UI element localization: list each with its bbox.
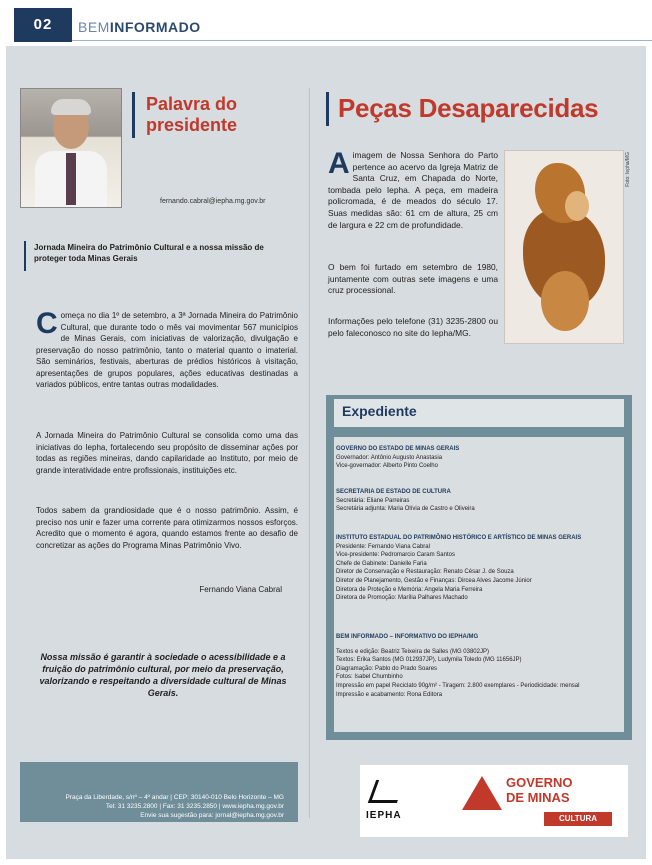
president-email: fernando.cabral@iepha.mg.gov.br — [160, 198, 266, 205]
expediente-group-bem-informado: BEM INFORMADO – INFORMATIVO DO IEPHA/MG Textos e edição: Beatriz Teixeira de Salles (MG 03802JP) Textos: Erika Santos (MG 012937JP), Ludymila Toledo (MG 11656JP) Diagramação: Pablo do Prado Soares Fotos: Isabel Chumbinho Impressão em papel Reciclato 90g/m² - Tiragem: 2.800 exemplares - Periodicidade: mensal Impressão e acabamento: Rona Editora — [336, 634, 580, 698]
column-divider — [309, 88, 310, 818]
top-rule — [72, 40, 652, 41]
brand-light: BEM — [78, 19, 110, 35]
president-paragraph-3: Todos sabem da grandiosidade que é o nosso patrimônio. Assim, é preciso nos unir e fazer uma corrente para otimizarmos nossos esforços. Acredito que o momento é agora, quando estamos frente ao desafio de concretizar as ações do Programa Minas Patrimônio Vivo. — [36, 506, 298, 550]
footer-phone: Tel: 31 3235.2800 | Fax: 31 3235.2850 | www.iepha.mg.gov.br — [105, 803, 284, 810]
pecas-title: Peças Desaparecidas — [338, 93, 599, 123]
page-number: 02 — [14, 8, 72, 42]
footer-email: Envie sua sugestão para: jornal@iepha.mg.gov.br — [140, 812, 284, 819]
title-accent-bar — [132, 92, 135, 138]
expediente-group-secretaria: SECRETARIA DE ESTADO DE CULTURA Secretária: Eliane Parreiras Secretária adjunta: Maria Olívia de Castro e Oliveira — [336, 489, 475, 513]
president-paragraph-1: Começa no dia 1º de setembro, a 3ª Jornada Mineira do Patrimônio Cultural, que durante todo o mês vai movimentar 567 municípios de Minas Gerais, com iniciativas de valorização, divulgação e preservação do nosso patrimônio, tanto o material quanto o imaterial. São seminários, festivais, aberturas de prédios históricos à visitação, apresentações de grupos populares, ações educativas destinadas a variados públicos, entre tantas outras modalidades. — [36, 307, 298, 389]
pecas-accent-bar — [326, 92, 329, 126]
sculpture-photo — [504, 150, 624, 344]
president-section-title: Palavra do presidente — [146, 94, 238, 135]
pecas-paragraph-2: O bem foi furtado em setembro de 1980, juntamente com outras sete imagens e uma cruz processional. — [328, 262, 498, 296]
governo-minas-logo: GOVERNO DE MINAS CULTURA — [462, 768, 622, 830]
president-paragraph-2: A Jornada Mineira do Patrimônio Cultural se consolida como uma das iniciativas do Iepha, fortalecendo seu propósito de disseminar ações por todas as regiões mineiras, dando capilaridade ao Instituto, por meio de grande interatividade entre profissionais, instituições etc. — [36, 431, 298, 475]
pecas-paragraph-3: Informações pelo telefone (31) 3235-2800 ou pelo faleconosco no site do Iepha/MG. — [328, 316, 498, 338]
contact-footer — [20, 762, 298, 822]
expediente-group-governo: GOVERNO DO ESTADO DE MINAS GERAIS Governador: Antônio Augusto Anastasia Vice-governador: Alberto Pinto Coelho — [336, 446, 460, 470]
expediente-group-iepha: INSTITUTO ESTADUAL DO PATRIMÔNIO HISTÓRICO E ARTÍSTICO DE MINAS GERAIS Presidente: Fernando Viana Cabral Vice-presidente: Pedromarcio Caram Santos Chefe de Gabinete: Danielle Faria Diretor de Conservação e Restauração: Renato César J. de Souza Diretor de Planejamento, Gestão e Finanças: Dircea Alves Jacome Júnior Diretora de Proteção e Memória: Angela Maria Ferreira Diretora de Promoção: Marília Palhares Machado — [336, 535, 582, 602]
top-bar — [0, 0, 652, 46]
iepha-logo: IEPHA — [364, 770, 438, 826]
dropcap: C — [36, 307, 58, 340]
brand-bold: INFORMADO — [109, 19, 201, 35]
photo-credit: Foto: Iepha/MG — [625, 152, 631, 187]
subtitle-accent-bar — [24, 241, 26, 271]
expediente-header — [334, 399, 624, 427]
mission-quote: Nossa missão é garantir à sociedade o acessibilidade e a fruição do patrimônio cultural, por meio da preservação, valorizando e respeitando a diversidade cultural de Minas Gerais. — [39, 652, 287, 698]
president-subtitle: Jornada Mineira do Patrimônio Cultural e a nossa missão de proteger toda Minas Gerais — [34, 243, 264, 263]
brand-title — [78, 19, 201, 35]
signature: Fernando Viana Cabral — [199, 585, 282, 594]
pecas-dropcap: A — [328, 147, 350, 180]
expediente-title: Expediente — [342, 403, 417, 419]
pecas-paragraph-1: Aimagem de Nossa Senhora do Parto pertence ao acervo da Igreja Matriz de Santa Cruz, em Chapada do Norte, tombada pelo Iepha. A peça, em madeira policromada, é de meados do século 17. Suas medidas são: 61 cm de altura, 25 cm de largura e 22 cm de profundidade. — [328, 147, 498, 230]
footer-address: Praça da Liberdade, s/nº – 4º andar | CEP: 30140-010 Belo Horizonte – MG — [65, 794, 284, 801]
president-photo — [20, 88, 122, 208]
triangle-icon — [462, 776, 502, 810]
